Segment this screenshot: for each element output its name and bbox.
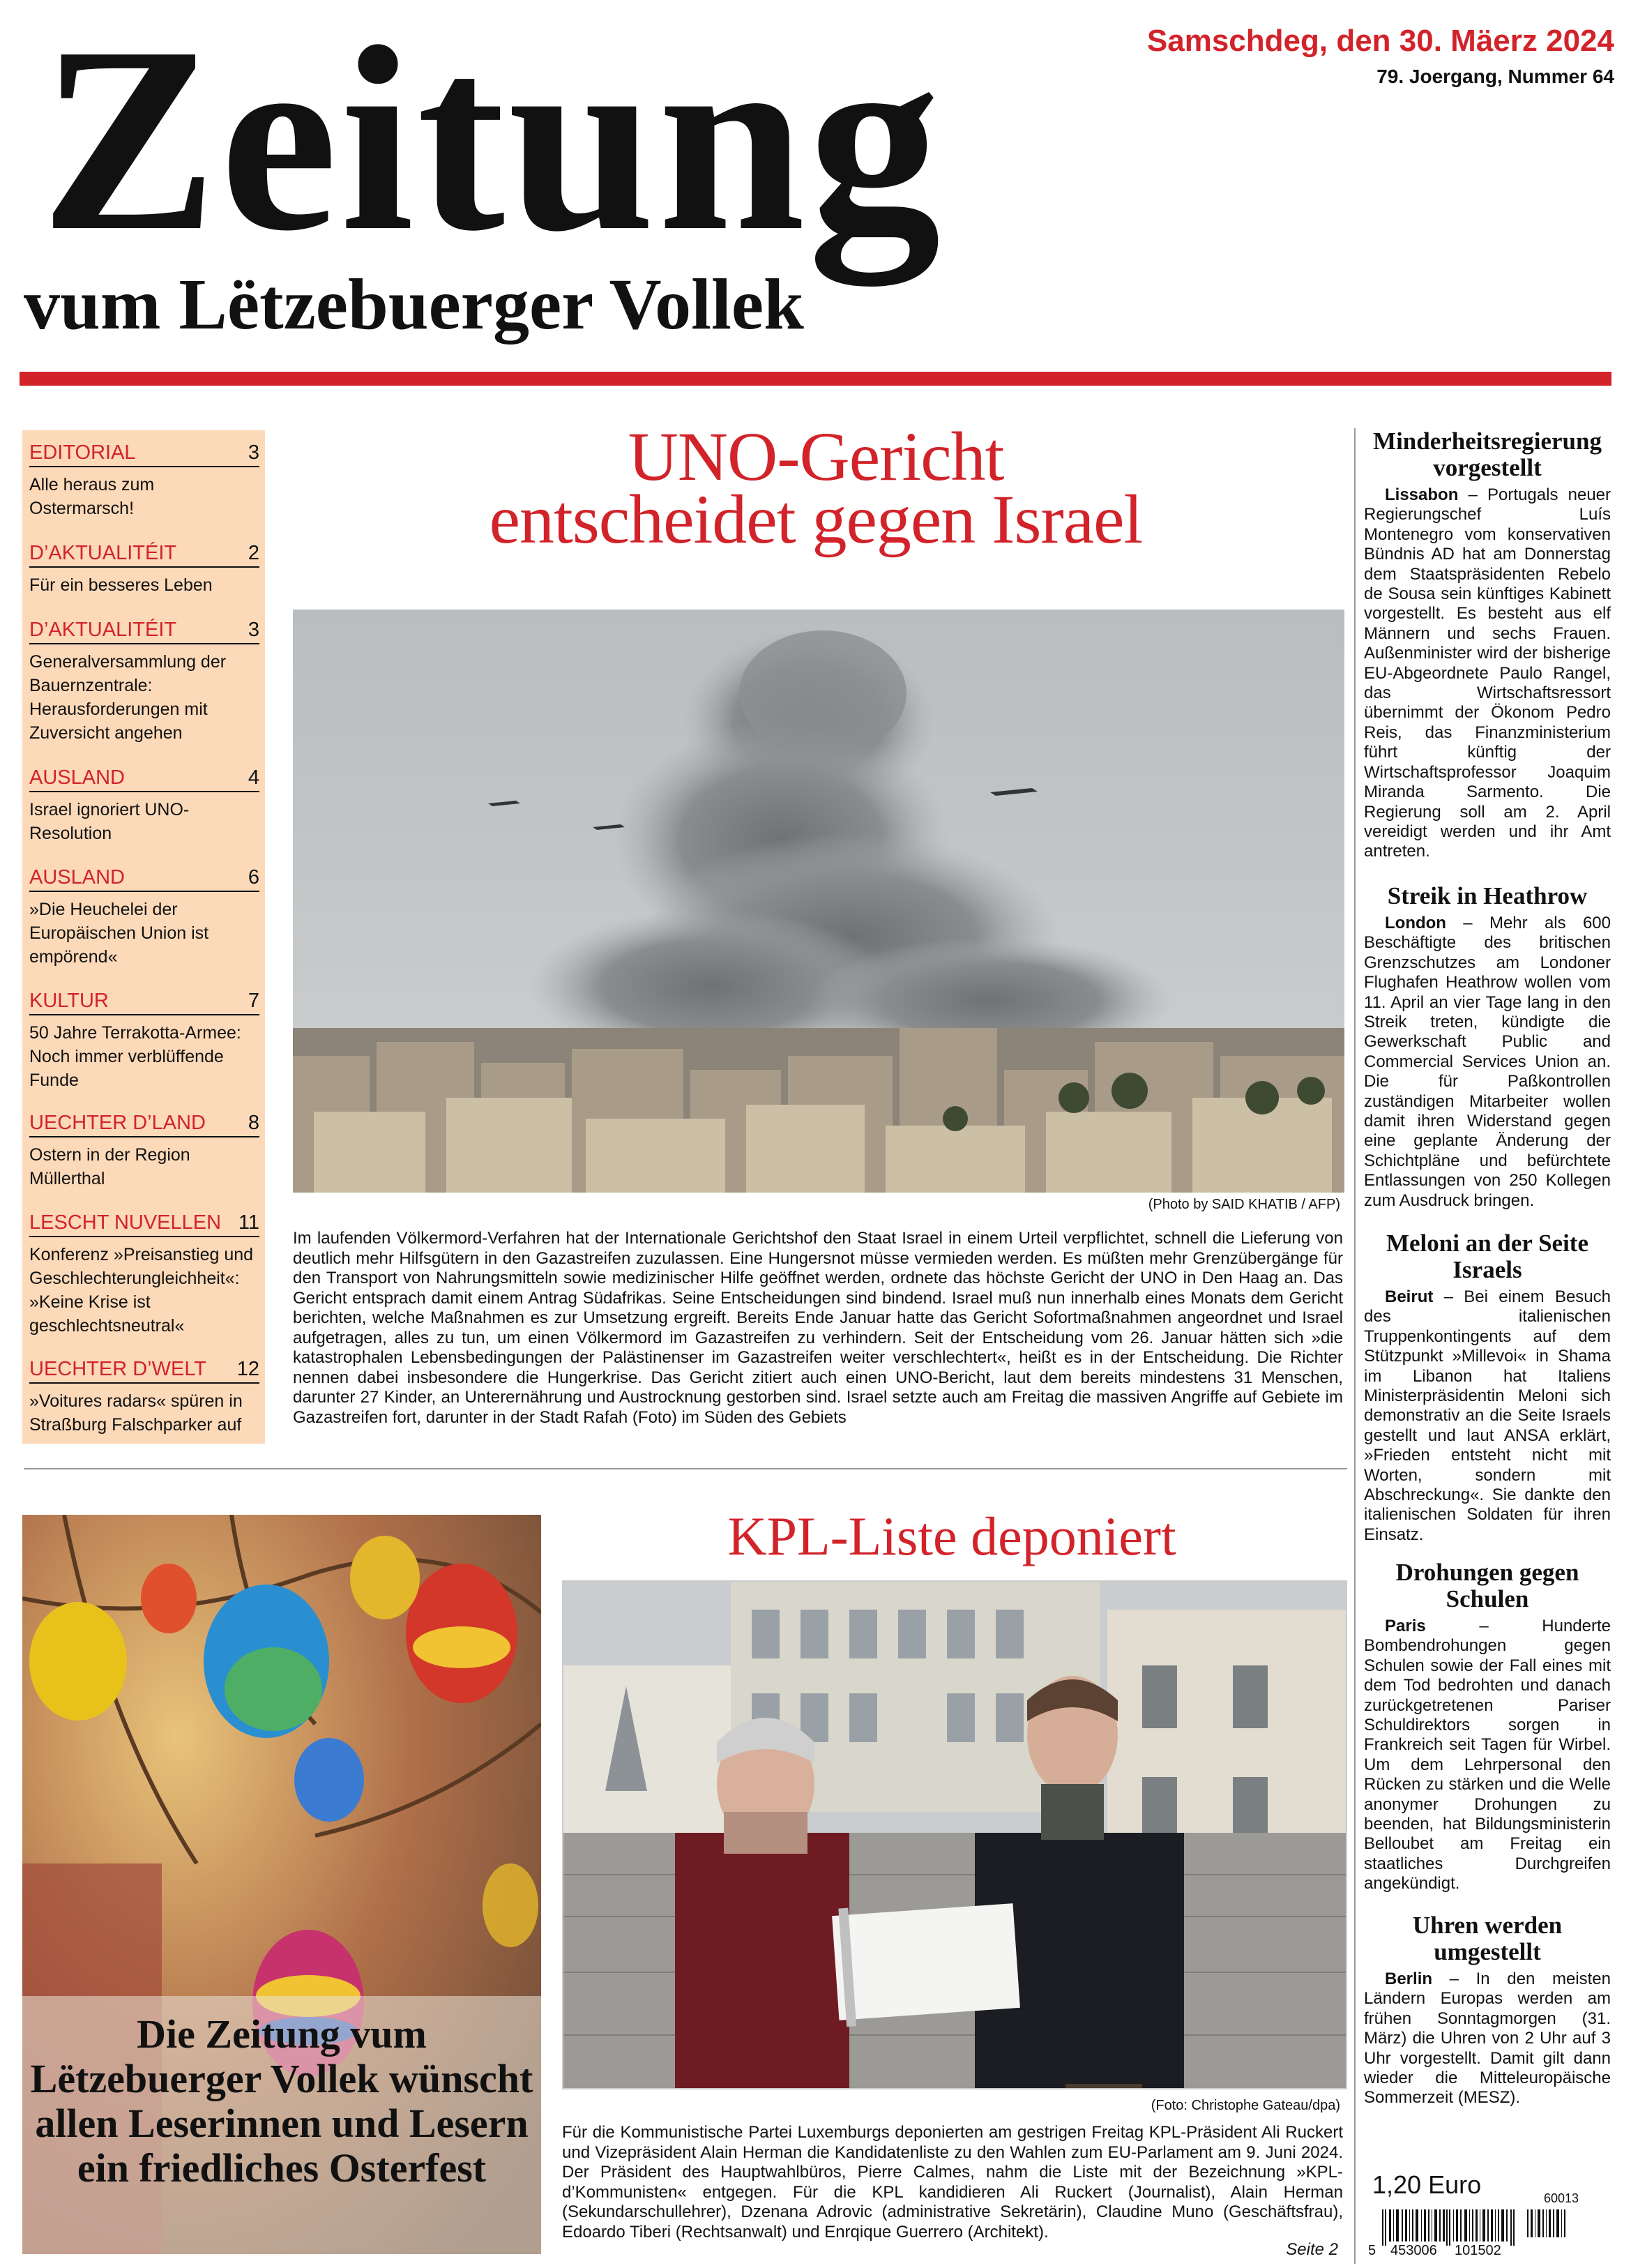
toc-item[interactable] (29, 1358, 259, 1437)
brief-body (1358, 1612, 1616, 1894)
toc-text: Generalversammlung der Bauernzentrale: Herausforderungen mit Zuversicht angehen (29, 652, 227, 743)
cover-price: 1,20 Euro (1372, 2170, 1482, 2199)
news-brief[interactable] (1358, 428, 1616, 862)
toc-item[interactable] (29, 990, 259, 1092)
section-divider (24, 1468, 1347, 1469)
lead-headline[interactable] (293, 418, 1339, 558)
toc-item[interactable] (29, 1211, 259, 1338)
brief-body (1358, 1965, 1616, 2108)
toc-page: 6 (248, 866, 259, 889)
lead-headline-line1: UNO-Gericht (628, 418, 1004, 495)
masthead-title: Zeitung (40, 0, 943, 286)
toc-page: 12 (236, 1358, 259, 1380)
barcode (1367, 2191, 1597, 2260)
toc-text: »Voitures radars« spüren in Straßburg Falschparker auf (29, 1391, 243, 1435)
lead-headline-line2: entscheidet gegen Israel (489, 481, 1143, 558)
news-brief[interactable] (1358, 1559, 1616, 1894)
toc-page: 3 (248, 441, 259, 464)
toc-page: 3 (248, 619, 259, 641)
toc-section: D’AKTUALITÉIT (29, 619, 177, 641)
toc-section: AUSLAND (29, 766, 125, 789)
brief-text: – Portugals neuer Regierungschef Luís Montenegro vom konservativen Bündnis AD hat am Donnerstag dem Staatspräsidenten Rebelo de Sousa sein künftiges Kabinett vorgestellt. Es besteht aus elf Männern und sechs Frauen. Außenminister wird der bisherige EU-Abgeordnete Paulo Rangel, das Wirtschaftsressort übernimmt der Ökonom Pedro Reis, das Finanzministerium führt künftig der Wirtschaftsprofessor Joaquim Miranda Sarmento. Die Regierung soll am 2. April vereidigt werden und ihr Amt antreten. (1364, 485, 1611, 861)
toc-text: Ostern in der Region Müllerthal (29, 1145, 190, 1188)
toc-text: »Die Heuchelei der Europäischen Union ist empörend« (29, 900, 209, 967)
toc-item[interactable] (29, 866, 259, 969)
toc-section: KULTUR (29, 990, 109, 1012)
toc-page: 8 (248, 1112, 259, 1134)
brief-body (1358, 481, 1616, 862)
column-divider (1354, 428, 1356, 2264)
toc-item[interactable] (29, 542, 259, 597)
toc-section: UECHTER D’LAND (29, 1112, 206, 1134)
toc-page: 4 (248, 766, 259, 789)
toc-section: AUSLAND (29, 866, 125, 889)
kpl-headline[interactable]: KPL-Liste deponiert (727, 1506, 1176, 1566)
lead-photo (293, 610, 1344, 1193)
kpl-article-body: Für die Kommunistische Partei Luxemburgs deponierten am gestrigen Freitag KPL-Präsident Ali Ruckert und Vizepräsident Alain Herman die Kandidatenliste zu den Wahlen zum EU-Parlament am 9. Juni 2024. Der Präsident des Hauptwahlbüros, Pierre Calmes, nahm die Liste mit der Bezeichnung »KPL-d’Kommunisten« entgegen. Für die KPL kandidieren Ali Ruckert (Journalist), Alain Herman (Sekundarschullehrer), Dzenana Adrovic (administrative Sekretärin), Claudine Muno (Geschäftsfrau), Edoardo Tiberi (Rechtsanwalt) und Enrqique Guerrero (Architekt). (562, 2123, 1343, 2241)
toc-item[interactable] (29, 619, 259, 745)
issue-date: Samschdeg, den 30. Mäerz 2024 (1146, 24, 1614, 58)
toc-text: Konferenz »Preisanstieg und Geschlechterungleichheit«: »Keine Krise ist geschlechtsneutral« (29, 1245, 254, 1336)
toc-text: Alle heraus zum Ostermarsch! (29, 475, 155, 518)
news-brief[interactable] (1358, 883, 1616, 1211)
toc-section: UECHTER D’WELT (29, 1358, 207, 1380)
lead-photo-credit: (Photo by SAID KHATIB / AFP) (1148, 1197, 1340, 1212)
easter-greeting: Die Zeitung vum Lëtzebuerger Vollek wünscht allen Leserinnen und Lesern ein friedliches Osterfest (30, 2011, 533, 2191)
brief-dateline: London (1385, 914, 1446, 932)
toc-text: Für ein besseres Leben (29, 575, 213, 595)
brief-dateline: Lissabon (1385, 485, 1459, 504)
barcode-digits: 101502 (1455, 2243, 1501, 2258)
toc-item[interactable] (29, 441, 259, 520)
continued-page-ref[interactable]: Seite 2 (1286, 2240, 1338, 2259)
brief-headline: Minderheitsregierung vorgestellt (1373, 428, 1602, 481)
toc-section: D’AKTUALITÉIT (29, 542, 177, 564)
masthead-rule (20, 372, 1611, 386)
brief-dateline: Beirut (1385, 1287, 1434, 1306)
toc-text: Israel ignoriert UNO-Resolution (29, 800, 190, 843)
kpl-photo (562, 1580, 1347, 2089)
toc-item[interactable] (29, 1112, 259, 1190)
brief-body (1358, 1283, 1616, 1545)
brief-text: – Bei einem Besuch des italienischen Truppenkontingents auf dem Stützpunkt »Millevoi« in Shama im Libanon hat Italiens Ministerpräsidentin Meloni sich demonstrativ an die Seite Israels gestellt und laut ANSA erklärt, »Frieden entsteht nicht mit Worten, sondern mit Abschreckung«. Sie dankte den italienischen Soldaten für ihren Einsatz. (1364, 1287, 1611, 1544)
toc-page: 7 (248, 990, 259, 1012)
issue-number: 79. Joergang, Nummer 64 (1376, 66, 1614, 87)
news-brief[interactable] (1358, 1230, 1616, 1545)
brief-text: – Mehr als 600 Beschäftigte des britischen Grenzschutzes am Londoner Flughafen Heathrow wollen vom 11. April an vier Tage lang in den Streik treten, kündigte die Gewerkschaft Public and Commercial Services Union an. Die für Paßkontrollen zuständigen Mitarbeiter wollen damit ihren Widerstand gegen eine geplante Änderung der Schichtpläne und befürchtete Entlassungen von 250 Kollegen zum Ausdruck bringen. (1364, 914, 1611, 1210)
table-of-contents (22, 430, 265, 1444)
brief-headline: Meloni an der Seite Israels (1386, 1230, 1588, 1283)
brief-dateline: Paris (1385, 1617, 1426, 1635)
lead-article-body: Im laufenden Völkermord-Verfahren hat der Internationale Gerichtshof den Staat Israel in einem Urteil verpflichtet, schnell die Lieferung von deutlich mehr Hilfsgütern in den Gazastreifen zuzulassen. Eine Hungersnot müsse vermieden werden. Es müßten mehr Grenzübergänge für den Transport von Nahrungsmitteln sowie medizinischer Hilfe geöffnet werden, ordnete das höchste Gericht der UNO in Den Haag an. Das Gericht entsprach damit einem Antrag Südafrikas. Seine Entscheidungen sind bindend. Israel muß nun innerhalb eines Monats dem Gericht berichten, welche Maßnahmen es zur Umsetzung ergreift. Bereits Ende Januar hatte das Gericht Sofortmaßnahmen angeordnet und Israel aufgetragen, alles zu tun, um einen Völkermord im Gazastreifen zu verhindern. Seit der Entscheidung vom 26. Januar hätten sich »die katastrophalen Lebensbedingungen der Palästinenser im Gazastreifen weiter verschlechtert«, heißt es in der Entscheidung. Die Richter nennen dabei insbesondere die Hungerkrise. Das Gericht zitiert auch einen UNO-Bericht, laut dem bereits mindestens 31 Menschen, darunter 27 Kinder, an Unterernährung und Austrocknung gestorben sind. Israel setzte auch am Freitag die massiven Angriffe auf Gebiete im Gazastreifen fort, darunter in der Stadt Rafah (Foto) im Süden des Gebiets (293, 1229, 1343, 1427)
barcode-addon-digits: 60013 (1544, 2191, 1579, 2205)
brief-headline: Drohungen gegen Schulen (1395, 1559, 1579, 1612)
news-brief[interactable] (1358, 1912, 1616, 2108)
brief-dateline: Berlin (1385, 1970, 1433, 1988)
toc-section: EDITORIAL (29, 441, 136, 464)
barcode-digits: 453006 (1390, 2243, 1437, 2258)
brief-headline: Streik in Heathrow (1387, 882, 1588, 909)
brief-text: – In den meisten Ländern Europas werden am frühen Sonntagmorgen (31. März) die Uhren von 2 Uhr auf 3 Uhr vorgestellt. Damit gilt dann wieder die Mitteleuropäische Sommerzeit (MESZ). (1364, 1970, 1611, 2108)
brief-text: – Hunderte Bombendrohungen gegen Schulen sowie der Fall eines mit dem Tod bedrohten und danach zurückgetretenen Pariser Schuldirektors sorgen in Frankreich seit Tagen für Wirbel. Um dem Lehrpersonal den Rücken zu stärken und die Welle anonymer Drohungen zu beenden, hat Bildungsministerin Belloubet am Freitag ein staatliches Durchgreifen angekündigt. (1364, 1617, 1611, 1893)
barcode-digit: 5 (1368, 2243, 1376, 2258)
brief-body (1358, 909, 1616, 1211)
toc-section: LESCHT NUVELLEN (29, 1211, 222, 1234)
toc-page: 2 (248, 542, 259, 564)
masthead-subtitle: vum Lëtzebuerger Vollek (24, 264, 804, 345)
toc-text: 50 Jahre Terrakotta-Armee: Noch immer verblüffende Funde (29, 1023, 241, 1090)
toc-item[interactable] (29, 766, 259, 845)
brief-headline: Uhren werden umgestellt (1412, 1912, 1563, 1965)
kpl-photo-credit: (Foto: Christophe Gateau/dpa) (1151, 2098, 1340, 2113)
toc-page: 11 (238, 1211, 259, 1234)
